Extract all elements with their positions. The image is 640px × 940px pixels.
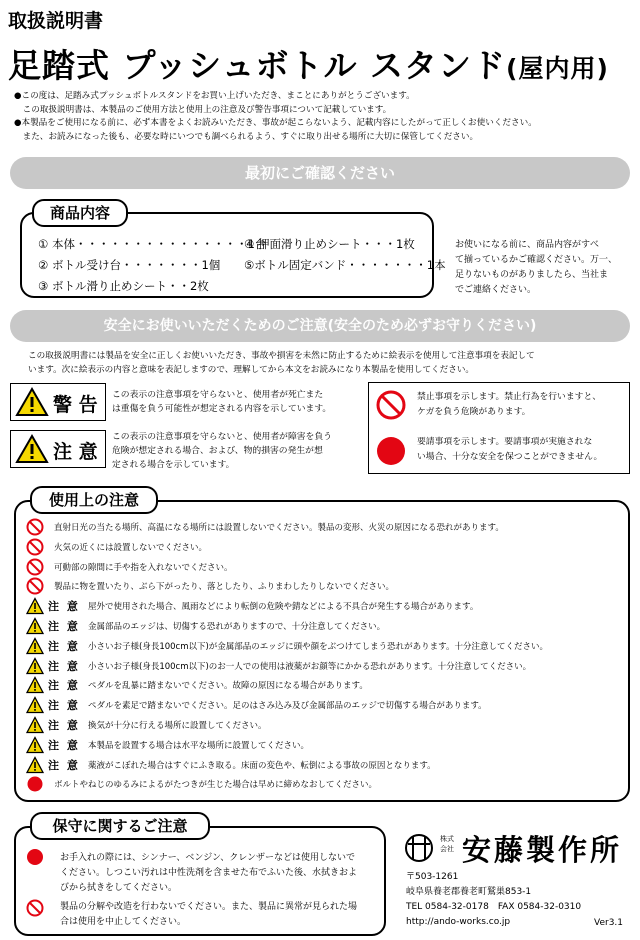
caution-description-line: 危険が想定される場合、および、物的損害の発生が想: [112, 446, 323, 456]
confirm-banner: 最初にご確認ください: [10, 157, 630, 189]
caution-triangle-icon: [26, 657, 44, 675]
usage-title: 使用上の注意: [30, 486, 158, 514]
caution-triangle-icon: [26, 736, 44, 754]
caution-label-box: [10, 430, 106, 468]
company-name: 安藤製作所: [462, 833, 623, 867]
mandatory-description-line: 要請事項を示します。要請事項が実施されな: [417, 437, 593, 447]
mandatory-description: [417, 435, 627, 465]
prohibit-icon: [375, 389, 407, 421]
page-title-main: 足踏式 プッシュボトル スタンド: [8, 46, 507, 85]
usage-rule: [26, 676, 626, 694]
contents-item: ③ ボトル滑り止めシート・・2枚: [38, 279, 209, 293]
usage-rule-text: 本製品を設置する場合は水平な場所に設置してください。: [88, 740, 310, 751]
mandatory-icon: [26, 848, 44, 866]
mandatory-icon: [26, 775, 44, 793]
usage-rule: [26, 597, 626, 615]
caution-label: 注 意: [48, 639, 80, 653]
caution-description: [112, 430, 364, 472]
document-label: 取扱説明書: [8, 10, 104, 32]
contents-title: 商品内容: [32, 199, 128, 227]
usage-rule: [26, 756, 626, 774]
caution-triangle-icon: [26, 716, 44, 734]
company-logo-icon: [404, 830, 434, 866]
maintenance-item-line: びから拭きをしてください。: [60, 883, 178, 893]
caution-label: 注 意: [48, 600, 80, 614]
usage-rule: [26, 696, 626, 714]
caution-label: 注 意: [53, 441, 98, 463]
usage-rule-text: 直射日光の当たる場所、高温になる場所には設置しないでください。製品の変形、火災の原因になる恐れがあります。: [54, 523, 504, 533]
symbol-legend-box: [368, 382, 630, 474]
intro-line: ●この度は、足踏み式プッシュボトルスタンドをお買い上げいただき、まことにありがとうございます。: [14, 91, 415, 101]
contents-note-line: でご連絡ください。: [455, 285, 537, 295]
caution-label: 注 意: [48, 719, 80, 732]
usage-rule-text: 金属部品のエッジは、切傷する恐れがありますので、十分注意してください。: [88, 622, 386, 632]
company-postal: 〒503-1261: [406, 872, 459, 882]
usage-rule-text: ボルトやねじのゆるみによるがたつきが生じた場合は早めに締めなおしてください。: [54, 780, 378, 791]
usage-rule-text: 薬液がこぼれた場合はすぐにふき取る。床面の変色や、転倒による事故の原因となります。: [88, 760, 436, 771]
caution-triangle-icon: [15, 434, 49, 464]
warning-description-line: この表示の注意事項を守らないと、使用者が死亡また: [112, 390, 324, 400]
intro-text: [14, 90, 629, 144]
company-type-line: 会社: [440, 845, 454, 853]
maintenance-title: 保守に関するご注意: [30, 812, 210, 840]
company-type: [440, 834, 454, 854]
caution-label: 注 意: [48, 679, 80, 693]
caution-description-line: 定される場合を示しています。: [112, 460, 235, 470]
usage-rule: [26, 657, 626, 675]
prohibit-icon: [26, 558, 44, 576]
contents-item: ① 本体・・・・・・・・・・・・・・・1台: [38, 237, 267, 251]
warning-description: [112, 388, 362, 416]
prohibit-icon: [26, 518, 44, 536]
contents-item: ④ 押面滑り止めシート・・・1枚: [244, 237, 415, 251]
company-url[interactable]: http://ando-works.co.jp: [406, 917, 511, 927]
usage-rule-text: 小さいお子様(身長100cm以下)のお一人での使用は液薬がお顔等にかかる恐れがあります。十分注意してください。: [88, 661, 532, 672]
maintenance-item-1: [60, 851, 380, 896]
contents-item: ⑤ボトル固定バンド・・・・・・・1本: [244, 258, 446, 272]
usage-rule: [26, 617, 626, 635]
usage-rule: [26, 736, 626, 754]
caution-triangle-icon: [26, 696, 44, 714]
caution-description-line: この表示の注意事項を守らないと、使用者が障害を負う: [112, 432, 332, 442]
usage-rule: [26, 637, 626, 655]
usage-rule-text: 小さいお子様(身長100cm以下)が金属部品のエッジに頭や顔をぶつけてしまう恐れがあります。十分注意してください。: [88, 641, 548, 652]
caution-label: 注 意: [48, 620, 80, 633]
company-address: 岐阜県養老郡養老町鷲巣853-1: [406, 887, 532, 897]
prohibit-description-line: 禁止事項を示します。禁止行為を行いますと、: [417, 392, 602, 402]
caution-triangle-icon: [26, 756, 44, 774]
caution-triangle-icon: [26, 617, 44, 635]
warning-triangle-icon: [15, 387, 49, 417]
maintenance-item-2: [60, 900, 380, 930]
caution-triangle-icon: [26, 637, 44, 655]
caution-label: 注 意: [48, 758, 80, 772]
mandatory-description-line: い場合、十分な安全を保つことができません。: [417, 452, 603, 462]
caution-triangle-icon: [26, 597, 44, 615]
usage-rule: [26, 518, 626, 536]
maintenance-item-line: ください。しつこい汚れは中性洗剤を含ませた布でふいた後、水拭きおよ: [60, 868, 358, 878]
contents-note-line: お使いになる前に、商品内容がすべ: [455, 240, 599, 250]
usage-rule-text: 換気が十分に行える場所に設置してください。: [88, 721, 267, 731]
safety-intro: [28, 349, 628, 377]
caution-triangle-icon: [26, 676, 44, 694]
safety-intro-line: この取扱説明書には製品を安全に正しくお使いいただき、事故や損害を未然に防止するために絵表示を使用して注意事項を表記して: [28, 351, 535, 361]
maintenance-item-line: お手入れの際には、シンナー、ベンジン、クレンザーなどは使用しないで: [60, 853, 356, 863]
usage-rule-text: ペダルを素足で踏まないでください。足のはさみ込み及び金属部品のエッジで切傷する場合があります。: [88, 701, 487, 712]
usage-rule: [26, 716, 626, 734]
maintenance-item-line: 製品の分解や改造を行わないでください。また、製品に異常が見られた場: [60, 902, 358, 912]
usage-rule-text: ペダルを乱暴に踏まないでください。故障の原因になる場合があります。: [88, 681, 368, 692]
prohibit-description-line: ケガを負う危険があります。: [417, 407, 531, 417]
safety-banner: 安全にお使いいただくためのご注意(安全のため必ずお守りください): [10, 310, 630, 342]
company-phone: TEL 0584-32-0178 FAX 0584-32-0310: [406, 902, 582, 912]
maintenance-item-line: 合は使用を中止してください。: [60, 917, 187, 927]
version-label: Ver3.1: [594, 918, 624, 928]
prohibit-icon: [26, 577, 44, 595]
page-title: [8, 40, 609, 87]
usage-rule-text: 火気の近くには設置しないでください。: [54, 542, 208, 553]
contents-item: ② ボトル受け台・・・・・・・1個: [38, 258, 221, 272]
usage-rule: [26, 775, 626, 793]
warning-description-line: は重傷を負う可能性が想定される内容を示しています。: [112, 404, 332, 414]
usage-rule: [26, 558, 626, 576]
contents-note-line: 足りないものがありましたら、当社ま: [455, 270, 609, 280]
usage-rule: [26, 538, 626, 556]
usage-rule: [26, 577, 626, 595]
caution-label: 注 意: [48, 738, 80, 752]
intro-line: また、お読みになった後も、必要な時にいつでも調べられるよう、すぐに取り出せる場所に大切に保管してください。: [14, 131, 479, 142]
caution-label: 注 意: [48, 699, 80, 713]
usage-rule-text: 可動部の隙間に手や指を入れないでください。: [54, 562, 233, 573]
contents-note-line: て揃っているかご確認ください。万一、: [455, 255, 618, 265]
warning-label: 警 告: [53, 394, 98, 416]
prohibit-description: [417, 390, 627, 420]
mandatory-icon: [375, 435, 407, 467]
intro-line: この取扱説明書は、本製品のご使用方法と使用上の注意及び警告事項について記載しています。: [14, 104, 392, 115]
usage-rule-text: 製品に物を置いたり、ぶら下がったり、落としたり、ふりまわしたりしないでください。: [54, 582, 395, 593]
contents-note: [455, 238, 635, 298]
caution-label: 注 意: [48, 659, 80, 673]
safety-intro-line: います。次に絵表示の内容と意味を表記しますので、理解してから本文をお読みになり本製品を使用してください。: [28, 365, 475, 375]
company-type-line: 株式: [440, 835, 454, 843]
prohibit-icon: [26, 899, 44, 917]
warning-label-box: [10, 383, 106, 421]
prohibit-icon: [26, 538, 44, 556]
intro-line: ●本製品をご使用になる前に、必ず本書をよくお読みいただき、事故が起こらないよう、記載内容にしたがって正しくお使いください。: [14, 118, 537, 128]
page-title-sub: (屋内用): [506, 54, 609, 83]
usage-rule-text: 屋外で使用された場合、風雨などにより転倒の危険や錆などによる不具合が発生する場合があります。: [88, 602, 479, 613]
